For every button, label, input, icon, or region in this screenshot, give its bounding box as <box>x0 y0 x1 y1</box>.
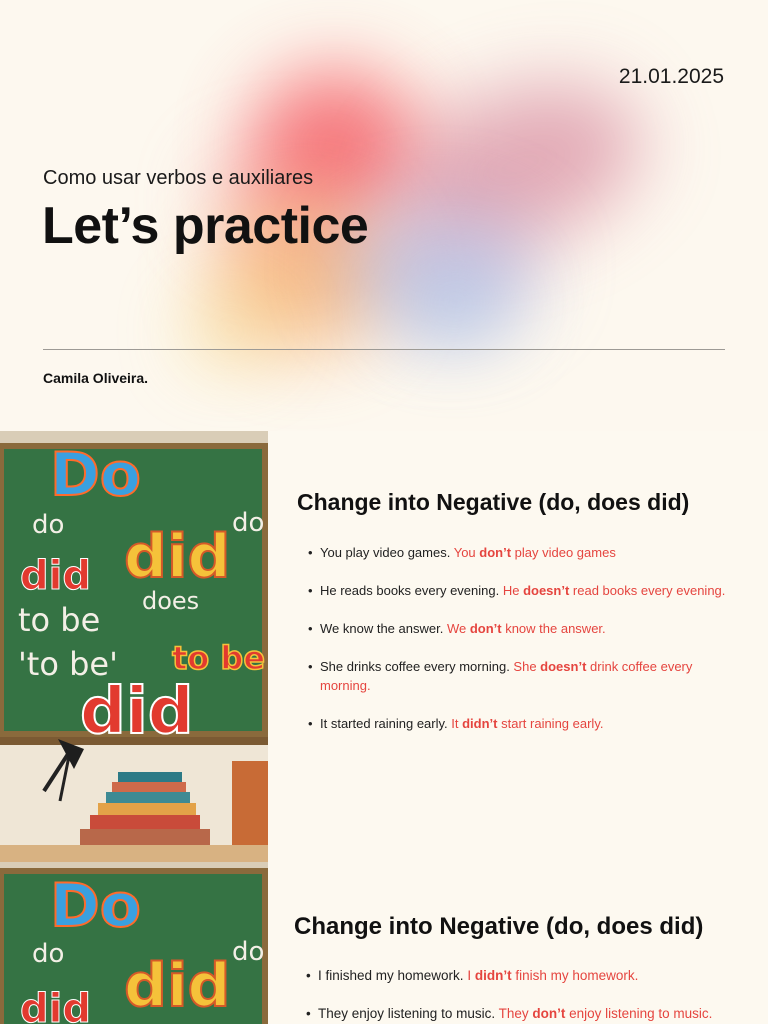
exercise-answer: It didn’t start raining early. <box>451 716 604 731</box>
list-item <box>306 966 746 985</box>
exercise-prompt: She drinks coffee every morning. <box>320 659 514 674</box>
exercise-answer: He doesn’t read books every evening. <box>502 583 726 598</box>
exercise-prompt: You play video games. <box>320 545 454 560</box>
exercise-answer: We don’t know the answer. <box>446 621 606 636</box>
list-item <box>308 619 738 638</box>
exercise-prompt: We know the answer. <box>320 621 447 636</box>
list-item <box>308 581 738 600</box>
exercise-prompt: I finished my homework. <box>318 968 468 983</box>
list-item <box>306 1004 746 1023</box>
exercise-slide-1 <box>0 431 768 862</box>
cover-divider <box>43 349 725 350</box>
exercise-title: Change into Negative (do, does did) <box>294 913 704 940</box>
art-word: did <box>20 986 91 1024</box>
art-word: does <box>142 587 200 615</box>
art-word: do <box>32 939 65 969</box>
art-word: do <box>232 508 265 538</box>
chalkboard-illustration <box>0 862 268 1024</box>
art-word: did <box>20 553 91 599</box>
cover-author: Camila Oliveira. <box>43 370 149 386</box>
art-word: Do <box>50 871 142 941</box>
gradient-blob <box>190 300 270 360</box>
art-word: to be <box>172 639 266 677</box>
chalkboard-art <box>0 862 268 1024</box>
chalkboard-illustration <box>0 431 268 862</box>
art-word: did <box>124 522 231 592</box>
art-word: to be <box>18 601 101 639</box>
exercise-slide-2 <box>0 862 768 1024</box>
list-item <box>308 657 738 695</box>
exercise-answer: They don’t enjoy listening to music. <box>498 1006 713 1021</box>
art-word: 'to be' <box>18 645 118 683</box>
art-word: did <box>124 951 231 1021</box>
list-item <box>308 714 738 733</box>
cover-date: 21.01.2025 <box>618 65 724 88</box>
chalkboard-art <box>0 431 268 862</box>
gradient-blob <box>400 265 510 340</box>
exercise-answer: She doesn’t drink coffee every morning. <box>320 659 693 693</box>
exercise-prompt: He reads books every evening. <box>320 583 503 598</box>
cover-title: Let’s practice <box>42 197 369 255</box>
exercise-prompt: They enjoy listening to music. <box>318 1006 499 1021</box>
exercise-list <box>308 543 738 752</box>
exercise-title: Change into Negative (do, does did) <box>297 489 690 515</box>
exercise-list <box>306 966 746 1024</box>
exercise-prompt: It started raining early. <box>320 716 452 731</box>
art-word: Do <box>50 440 142 510</box>
exercise-answer: I didn’t finish my homework. <box>467 968 639 983</box>
list-item <box>308 543 738 562</box>
art-word: did <box>80 675 194 749</box>
cover-subtitle: Como usar verbos e auxiliares <box>43 167 314 189</box>
cover-slide <box>0 0 768 431</box>
exercise-answer: You don’t play video games <box>453 545 616 560</box>
art-word: do <box>232 937 265 967</box>
art-word: do <box>32 510 65 540</box>
